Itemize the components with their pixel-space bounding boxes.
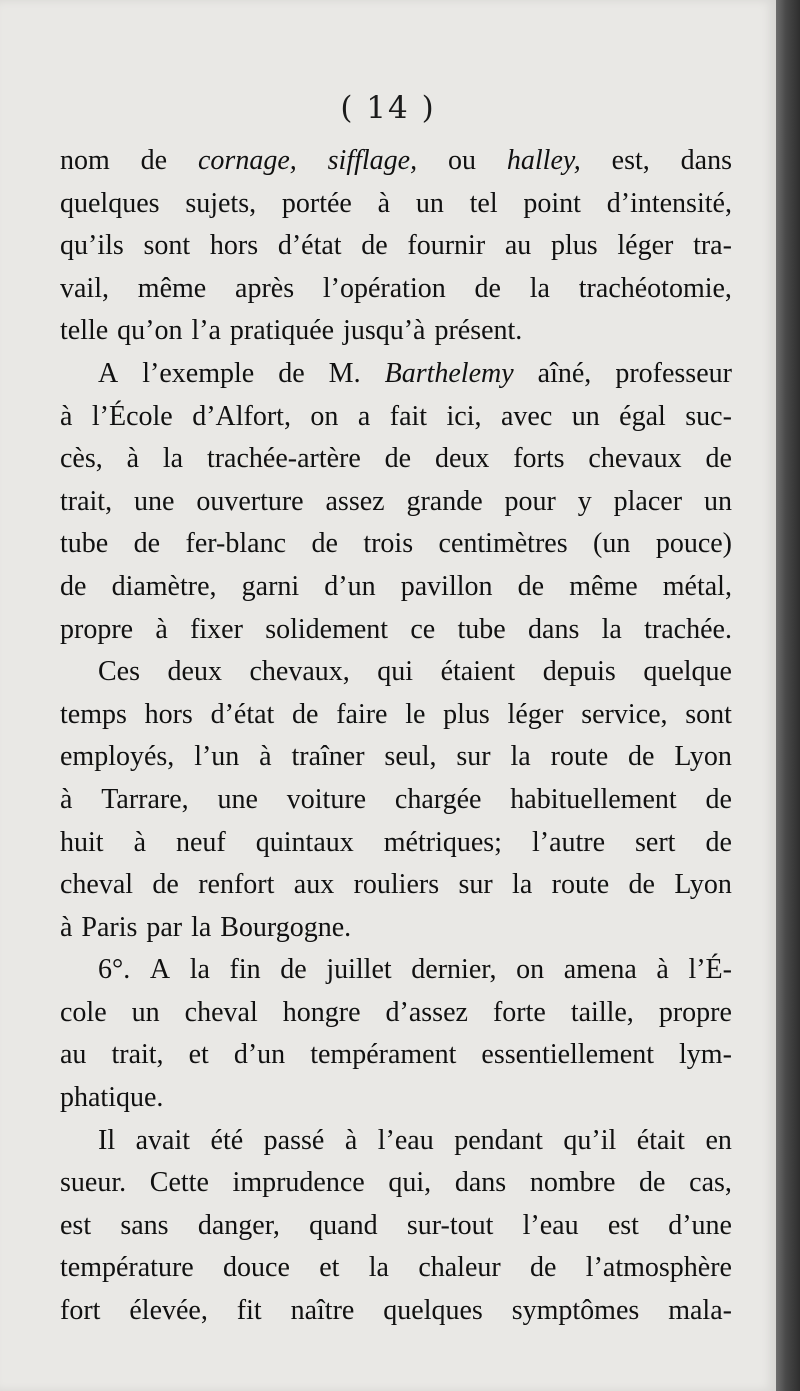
word: même (137, 272, 207, 304)
word: de (705, 443, 732, 475)
word: l’eau (522, 1209, 579, 1241)
text-line (60, 481, 732, 524)
word: de (133, 528, 161, 560)
word: route (551, 869, 610, 901)
word: un (703, 485, 732, 517)
word: l’exemple (142, 357, 255, 389)
word: aîné, (537, 357, 592, 389)
word: forts (513, 443, 565, 475)
word: tra- (693, 230, 732, 262)
word: nom (60, 145, 110, 176)
word: dans (680, 145, 732, 176)
word: ici, (446, 400, 482, 432)
word: une (217, 783, 258, 815)
text-line (60, 1162, 732, 1205)
text-line (60, 864, 732, 907)
word: forte (492, 996, 546, 1028)
word: de (60, 570, 87, 602)
word: léger (617, 230, 674, 262)
word: hongre (282, 996, 361, 1028)
word: tube (60, 528, 109, 560)
word: symptômes (511, 1295, 640, 1327)
word: étaient (440, 656, 516, 688)
word: deux (167, 656, 222, 688)
word: trait, (60, 485, 113, 517)
text-line (60, 310, 732, 353)
word: Bourgogne. (220, 911, 352, 943)
word: la (601, 613, 622, 645)
page-edge-shadow (776, 0, 800, 1391)
word: tempérament (310, 1039, 457, 1071)
word: qui (377, 656, 414, 688)
word: l’École (91, 400, 173, 432)
word: est (607, 1209, 639, 1241)
text-line (60, 736, 732, 779)
word: amena (563, 954, 637, 986)
word: phatique. (60, 1082, 164, 1114)
word: de (140, 145, 168, 176)
word: trachéotomie, (578, 272, 732, 304)
word: tel (469, 187, 498, 219)
word: d’un (324, 570, 376, 602)
word: l’autre (531, 826, 606, 858)
word: de (278, 357, 305, 389)
word: une (133, 485, 175, 517)
word: de (311, 528, 338, 560)
word: hors (144, 698, 193, 730)
word: sujets, (185, 187, 257, 219)
text-line (60, 566, 732, 609)
word: la (189, 954, 210, 986)
word: naître (290, 1295, 355, 1327)
word: était (636, 1124, 685, 1156)
word: placer (613, 485, 683, 517)
word: temps (60, 698, 127, 730)
word: pendant (454, 1124, 543, 1156)
word: sur (458, 869, 493, 901)
text-line (60, 651, 732, 694)
word: chargée (394, 783, 482, 815)
word: qu’on (117, 315, 183, 347)
word: d’une (668, 1209, 732, 1241)
word: un (571, 400, 600, 432)
word: taille, (570, 996, 634, 1028)
word: trait, (111, 1039, 164, 1071)
word: employés, (60, 741, 175, 773)
word: quand (309, 1209, 378, 1241)
word: sert (635, 826, 676, 858)
word: métriques; (383, 826, 502, 858)
word: deux (434, 443, 490, 475)
text-line (60, 1077, 732, 1120)
word: et (319, 1252, 340, 1284)
word: 6°. (98, 954, 131, 986)
word: plus (551, 230, 598, 262)
word: A (149, 954, 171, 986)
word: de (639, 1167, 666, 1199)
word: sueur. (60, 1167, 127, 1199)
word: au (60, 1039, 87, 1071)
word: fournir (407, 230, 486, 262)
text-line (60, 779, 732, 822)
word: de (280, 954, 307, 986)
word: à (60, 911, 73, 943)
text-line (60, 140, 732, 183)
text-line (60, 225, 732, 268)
word: dans (528, 613, 580, 645)
word: de (705, 826, 732, 858)
word: cornage, (198, 145, 297, 176)
word: à (155, 613, 168, 645)
word: de (292, 698, 319, 730)
word: d’état (277, 230, 342, 262)
word: de (361, 230, 388, 262)
word: au (504, 230, 532, 262)
word: cole (60, 996, 107, 1028)
word: l’opération (322, 272, 446, 304)
word: ou (448, 145, 476, 176)
word: telle (60, 315, 109, 347)
word: à (126, 443, 140, 475)
word: cas, (689, 1167, 732, 1199)
word: quelque (643, 656, 732, 688)
word: trachée. (644, 613, 732, 645)
word: cheval (184, 996, 258, 1028)
word: chevaux (588, 443, 682, 475)
word: avec (500, 400, 553, 432)
word: Ces (98, 656, 140, 688)
word: un (415, 187, 444, 219)
word: seul, (384, 741, 437, 773)
word: la (512, 869, 533, 901)
word: chevaux, (249, 656, 350, 688)
word: Paris (81, 911, 138, 943)
word: avait (135, 1124, 191, 1156)
word: on (516, 954, 545, 986)
word: de (628, 869, 655, 901)
word: le (405, 698, 426, 730)
word: faire (336, 698, 388, 730)
word: garni (241, 570, 300, 602)
word: cheval (60, 869, 134, 901)
word: trachée-artère (206, 443, 361, 475)
text-line (60, 1034, 732, 1077)
text-line (60, 396, 732, 439)
word: d’intensité, (606, 187, 732, 219)
word: Tarrare, (101, 783, 189, 815)
word: sifflage, (327, 145, 418, 176)
word: quelques (383, 1295, 483, 1327)
word: à (656, 954, 669, 986)
text-line (60, 268, 732, 311)
word: chaleur (418, 1252, 501, 1284)
word: après (235, 272, 295, 304)
word: fit (236, 1295, 262, 1327)
word: lym- (679, 1039, 732, 1071)
word: propre (60, 613, 134, 645)
word: Il (98, 1124, 116, 1156)
word: d’assez (385, 996, 468, 1028)
word: vail, (60, 272, 109, 304)
word: point (523, 187, 581, 219)
text-line (60, 183, 732, 226)
word: jusqu’à (343, 315, 426, 347)
word: traîner (291, 741, 365, 773)
word: pratiquée (229, 315, 335, 347)
word: suc- (685, 400, 732, 432)
word: d’état (210, 698, 275, 730)
word: et (188, 1039, 209, 1071)
word: assez (325, 485, 385, 517)
word: halley, (506, 145, 581, 176)
word: de (517, 570, 545, 602)
word: sur-tout (406, 1209, 494, 1241)
word: grande (406, 485, 483, 517)
word: y (577, 485, 592, 517)
word: de (152, 869, 179, 901)
word: passé (263, 1124, 325, 1156)
word: léger (507, 698, 564, 730)
word: solidement (265, 613, 389, 645)
word: quelques (60, 187, 160, 219)
text-line (60, 907, 732, 950)
word: la (162, 443, 184, 475)
word: fait (389, 400, 428, 432)
word: ouverture (196, 485, 304, 517)
word: ce (410, 613, 436, 645)
word: présent. (434, 315, 523, 347)
word: depuis (542, 656, 616, 688)
word: en (705, 1124, 732, 1156)
word: qui, (388, 1167, 432, 1199)
word: la (529, 272, 550, 304)
word: imprudence (232, 1167, 365, 1199)
text-line (60, 694, 732, 737)
word: service, (581, 698, 668, 730)
word: à (60, 783, 73, 815)
word: propre (658, 996, 732, 1028)
word: est, (611, 145, 650, 176)
word: mala- (668, 1295, 732, 1327)
word: température (60, 1252, 194, 1284)
word: l’É- (688, 954, 732, 986)
word: de (705, 783, 732, 815)
text-line (60, 1205, 732, 1248)
page-number: ( 14 ) (340, 90, 436, 126)
word: à (259, 741, 272, 773)
text-line (60, 353, 732, 396)
word: à (377, 187, 391, 219)
word: quintaux (255, 826, 354, 858)
word: d’Alfort, (192, 400, 291, 432)
word: hors (209, 230, 259, 262)
word: Lyon (674, 869, 732, 901)
word: été (210, 1124, 244, 1156)
word: portée (281, 187, 352, 219)
word: centimètres (438, 528, 568, 560)
body-text (60, 140, 732, 1333)
word: un (131, 996, 160, 1028)
word: huit (60, 826, 104, 858)
word: douce (223, 1252, 290, 1284)
text-line (60, 992, 732, 1035)
word: Cette (149, 1167, 209, 1199)
text-line (60, 949, 732, 992)
text-line (60, 822, 732, 865)
word: route (550, 741, 609, 773)
word: par (146, 911, 183, 943)
word: de (474, 272, 501, 304)
word: habituellement (510, 783, 677, 815)
word: Barthelemy (384, 357, 514, 389)
word: fin (229, 954, 261, 986)
word: qu’il (563, 1124, 617, 1156)
word: voiture (286, 783, 367, 815)
word: égal (619, 400, 666, 432)
word: dans (454, 1167, 507, 1199)
word: pouce) (655, 528, 732, 560)
word: l’eau (377, 1124, 434, 1156)
word: à (344, 1124, 358, 1156)
word: nombre (529, 1167, 616, 1199)
word: sur (456, 741, 491, 773)
word: fort (60, 1295, 101, 1327)
word: à (133, 826, 146, 858)
word: l’atmosphère (585, 1252, 732, 1284)
word: tube (457, 613, 506, 645)
word: qu’ils (60, 230, 124, 262)
word: juillet (326, 954, 392, 986)
word: M. (328, 357, 361, 389)
word: la (191, 911, 212, 943)
word: neuf (176, 826, 226, 858)
word: la (368, 1252, 389, 1284)
word: (un (593, 528, 631, 560)
word: renfort (198, 869, 275, 901)
word: pavillon (400, 570, 493, 602)
word: sont (143, 230, 191, 262)
word: trois (363, 528, 414, 560)
word: danger, (197, 1209, 280, 1241)
word: de (384, 443, 412, 475)
word: sont (685, 698, 732, 730)
word: a (357, 400, 371, 432)
word: diamètre, (111, 570, 217, 602)
text-line (60, 523, 732, 566)
word: A (98, 357, 119, 389)
word: essentiellement (481, 1039, 654, 1071)
word: fer-blanc (185, 528, 287, 560)
word: de (530, 1252, 557, 1284)
word: aux (293, 869, 335, 901)
word: métal, (662, 570, 732, 602)
text-line (60, 609, 732, 652)
word: fixer (190, 613, 243, 645)
word: on (310, 400, 339, 432)
word: à (60, 400, 73, 432)
word: professeur (615, 357, 732, 389)
text-line (60, 1120, 732, 1163)
word: dernier, (411, 954, 497, 986)
text-line (60, 1290, 732, 1333)
word: pour (504, 485, 556, 517)
word: plus (443, 698, 490, 730)
text-line (60, 438, 732, 481)
word: rouliers (353, 869, 440, 901)
word: la (510, 741, 531, 773)
word: de (628, 741, 655, 773)
word: Lyon (674, 741, 732, 773)
word: est (60, 1209, 92, 1241)
word: sans (120, 1209, 169, 1241)
word: même (569, 570, 638, 602)
word: l’un (194, 741, 240, 773)
text-line (60, 1247, 732, 1290)
word: d’un (233, 1039, 286, 1071)
word: l’a (191, 315, 221, 347)
word: cès, (60, 443, 103, 475)
word: élevée, (129, 1295, 208, 1327)
